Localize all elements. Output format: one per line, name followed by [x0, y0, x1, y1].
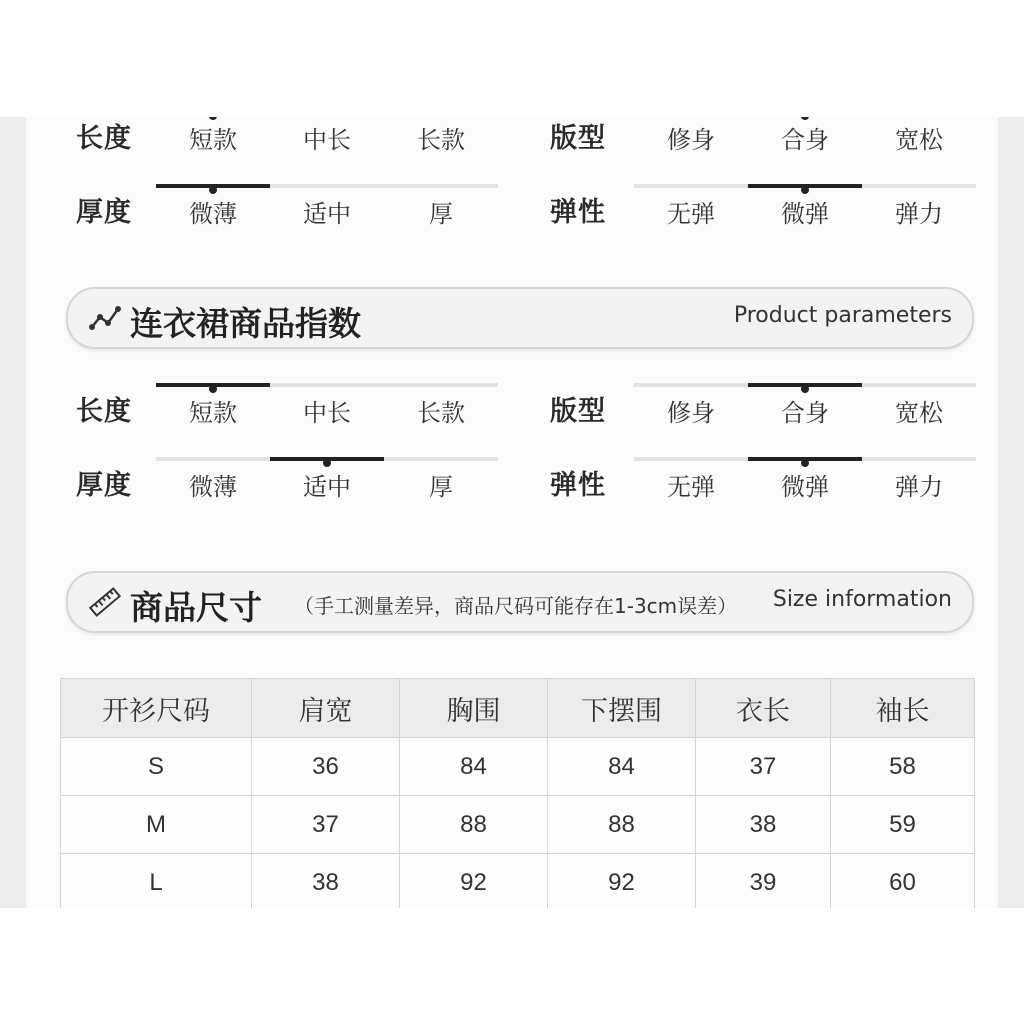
params-block-product-index: [26, 383, 998, 533]
param-thickness: [76, 184, 501, 254]
column-header-size: 开衫尺码: [61, 679, 252, 738]
cell-sleeve: 58: [831, 738, 975, 796]
trend-line-icon: [88, 303, 122, 333]
section-header-size-info: [66, 571, 974, 633]
params-block-top: [26, 117, 998, 260]
section-title: 商品尺寸: [130, 588, 262, 627]
option-slim: 修身: [667, 126, 715, 154]
param-fit: [550, 117, 980, 180]
option-regular: 合身: [781, 126, 829, 154]
param-elasticity: [550, 184, 980, 254]
option-midlength: 中长: [303, 126, 351, 154]
scale-marker: [209, 385, 217, 393]
measurement-note: （手工测量差异，商品尺码可能存在1-3cm误差）: [294, 594, 738, 618]
ruler-icon: [88, 587, 122, 617]
option-loose: 宽松: [895, 126, 943, 154]
section-subtitle: Product parameters: [733, 303, 952, 328]
option-stretchy: 弹力: [895, 200, 943, 228]
option-no-stretch: 无弹: [667, 200, 715, 228]
cell-shoulder: 37: [252, 796, 400, 854]
option-loose: 宽松: [895, 399, 943, 427]
param-label: 版型: [550, 396, 606, 427]
param-elasticity: [550, 457, 980, 527]
table-header-row: [61, 679, 975, 738]
option-no-stretch: 无弹: [667, 473, 715, 501]
param-label: 弹性: [550, 197, 606, 228]
cell-hem: 92: [548, 854, 696, 909]
table-row: [61, 796, 975, 854]
param-label: 长度: [76, 396, 132, 427]
cell-size: L: [61, 854, 252, 909]
scale-marker: [801, 459, 809, 467]
cell-bust: 92: [400, 854, 548, 909]
scale-marker: [323, 459, 331, 467]
frame-left-margin: [0, 117, 26, 908]
option-thin: 微薄: [189, 200, 237, 228]
option-midlength: 中长: [303, 399, 351, 427]
cell-length: 38: [696, 796, 831, 854]
option-medium: 适中: [303, 200, 351, 228]
section-subtitle: Size information: [772, 587, 952, 612]
cell-shoulder: 36: [252, 738, 400, 796]
option-stretchy: 弹力: [895, 473, 943, 501]
cell-size: M: [61, 796, 252, 854]
option-thick: 厚: [429, 473, 453, 501]
scale-marker: [209, 186, 217, 194]
section-header-product-index: [66, 287, 974, 349]
size-table: [60, 678, 975, 908]
param-length: [76, 117, 501, 180]
cell-size: S: [61, 738, 252, 796]
cell-bust: 84: [400, 738, 548, 796]
param-label: 厚度: [76, 470, 132, 501]
option-medium: 适中: [303, 473, 351, 501]
param-label: 厚度: [76, 197, 132, 228]
section-title: 连衣裙商品指数: [130, 304, 361, 343]
option-thin: 微薄: [189, 473, 237, 501]
option-slim: 修身: [667, 399, 715, 427]
cell-hem: 88: [548, 796, 696, 854]
scale-marker: [801, 186, 809, 194]
column-header-length: 衣长: [696, 679, 831, 738]
param-label: 长度: [76, 123, 132, 154]
frame-right-margin: [998, 117, 1024, 908]
cell-length: 39: [696, 854, 831, 909]
option-long: 长款: [417, 399, 465, 427]
option-long: 长款: [417, 126, 465, 154]
param-label: 弹性: [550, 470, 606, 501]
option-regular: 合身: [781, 399, 829, 427]
cell-bust: 88: [400, 796, 548, 854]
option-short: 短款: [189, 126, 237, 154]
cell-shoulder: 38: [252, 854, 400, 909]
param-length: [76, 383, 501, 453]
scale-marker: [801, 385, 809, 393]
product-detail-page: [26, 117, 998, 908]
cell-sleeve: 60: [831, 854, 975, 909]
option-thick: 厚: [429, 200, 453, 228]
column-header-shoulder: 肩宽: [252, 679, 400, 738]
table-row: [61, 854, 975, 909]
param-label: 版型: [550, 123, 606, 154]
cell-sleeve: 59: [831, 796, 975, 854]
param-fit: [550, 383, 980, 453]
column-header-sleeve: 袖长: [831, 679, 975, 738]
param-thickness: [76, 457, 501, 527]
column-header-bust: 胸围: [400, 679, 548, 738]
option-short: 短款: [189, 399, 237, 427]
cell-hem: 84: [548, 738, 696, 796]
table-row: [61, 738, 975, 796]
option-slight-stretch: 微弹: [781, 473, 829, 501]
option-slight-stretch: 微弹: [781, 200, 829, 228]
column-header-hem: 下摆围: [548, 679, 696, 738]
cell-length: 37: [696, 738, 831, 796]
